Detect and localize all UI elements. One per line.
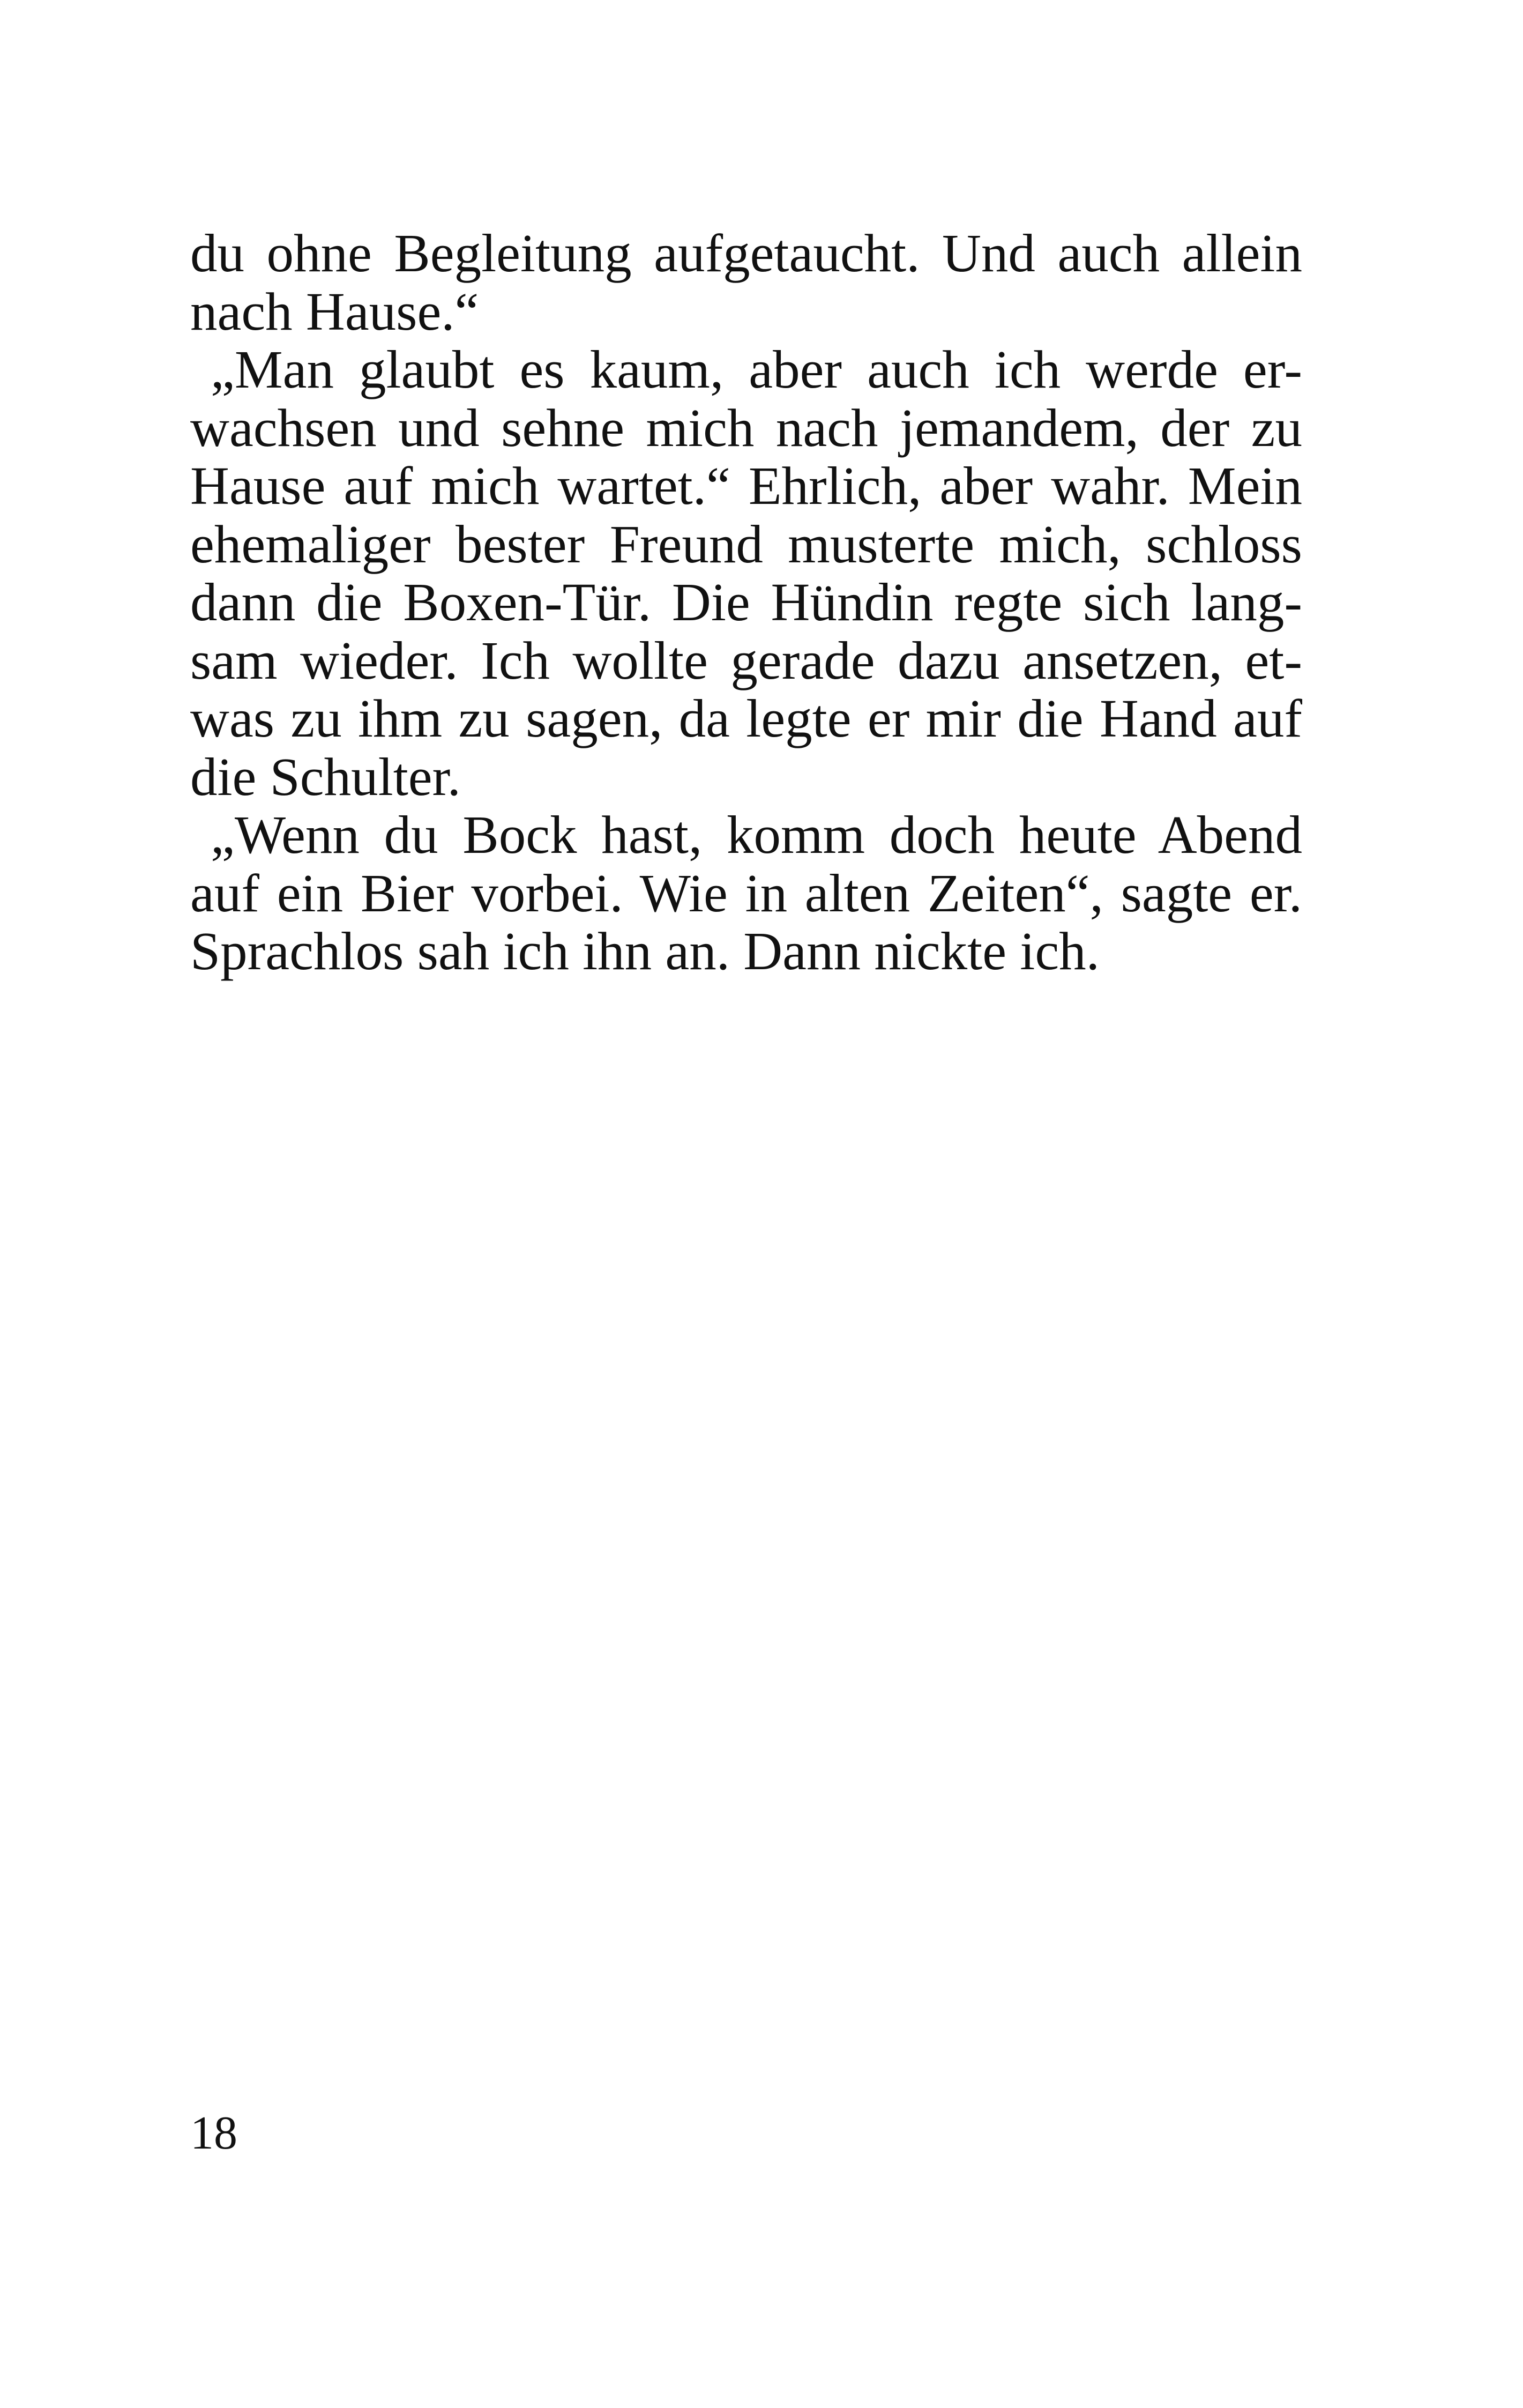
text-line: „Wenn du Bock hast, komm doch heute Abend <box>211 805 1302 865</box>
page-number: 18 <box>190 2107 237 2159</box>
text-line: du ohne Begleitung aufgetaucht. Und auch allein <box>190 223 1302 283</box>
text-line: ehemaliger bester Freund musterte mich, schloss <box>190 514 1302 574</box>
text-line: auf ein Bier vorbei. Wie in alten Zeiten“, sagte er. <box>190 863 1302 923</box>
text-line: wachsen und sehne mich nach jemandem, der zu <box>190 397 1302 458</box>
text-line: Sprachlos sah ich ihn an. Dann nickte ich. <box>190 921 1100 981</box>
text-line: dann die Boxen-Tür. Die Hündin regte sich lang- <box>190 572 1302 632</box>
text-line: Hause auf mich wartet.“ Ehrlich, aber wahr. Mein <box>190 456 1302 516</box>
text-line: die Schulter. <box>190 746 461 807</box>
text-line: sam wieder. Ich wollte gerade dazu ansetzen, et- <box>190 630 1302 690</box>
body-text <box>190 224 1302 980</box>
text-line: was zu ihm zu sagen, da legte er mir die Hand auf <box>190 688 1302 748</box>
text-line: nach Hause.“ <box>190 281 479 341</box>
text-line: „Man glaubt es kaum, aber auch ich werde er- <box>211 339 1302 399</box>
